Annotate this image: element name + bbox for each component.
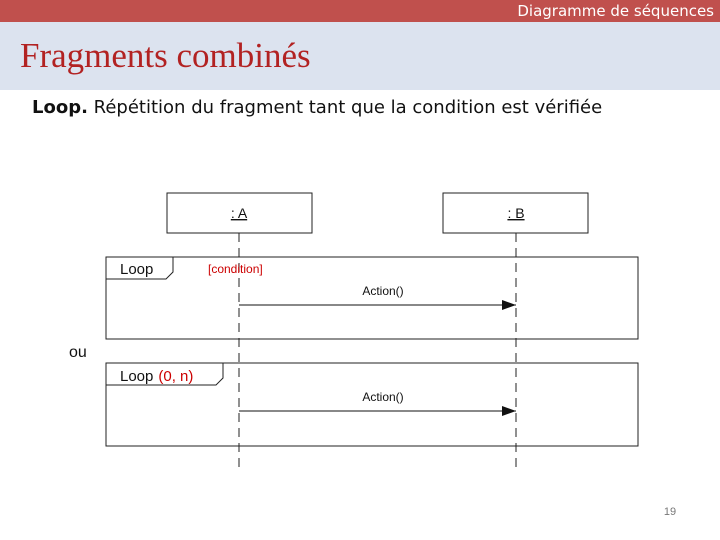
- loop-fragment-1-message: Action(): [362, 284, 404, 298]
- loop-fragment-2-bounds: (0, n): [158, 368, 194, 385]
- page-number: 19: [663, 506, 677, 518]
- section-label: Diagramme de séquences: [517, 2, 714, 20]
- lifeline-b-label: : B: [507, 205, 525, 221]
- loop-fragment-1: [106, 257, 638, 339]
- loop-fragment-1-guard: [condition]: [208, 262, 263, 276]
- loop-fragment-2-message: Action(): [362, 390, 404, 404]
- lifeline-a-label: : A: [230, 205, 248, 221]
- subtitle-text: Répétition du fragment tant que la condition est vérifiée: [87, 97, 603, 118]
- subtitle-keyword: Loop.: [32, 97, 88, 118]
- loop-fragment-2-operator: Loop: [120, 368, 154, 385]
- slide-title: Fragments combinés: [20, 36, 311, 75]
- alternative-separator: ou: [69, 344, 87, 361]
- loop-fragment-1-operator: Loop: [120, 261, 154, 278]
